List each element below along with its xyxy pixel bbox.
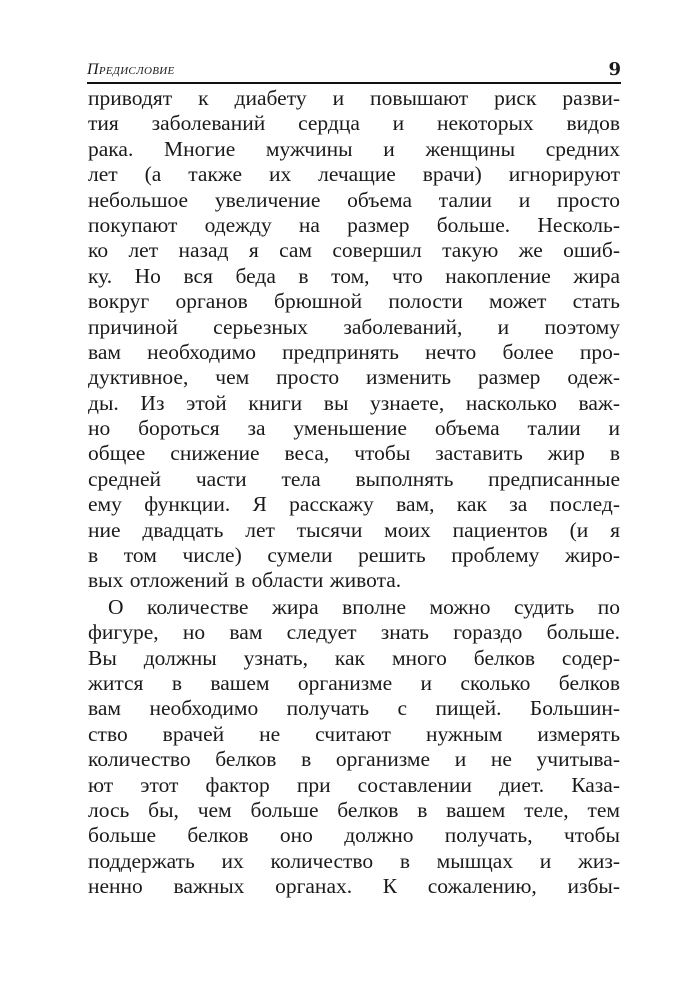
running-header: [87, 56, 621, 84]
text-line: дуктивное, чем просто изменить размер одеж-: [88, 365, 620, 390]
text-line: больше белков оно должно получать, чтобы: [88, 823, 620, 848]
text-line: покупают одежду на размер больше. Несколь-: [88, 212, 620, 237]
text-line: причиной серьезных заболеваний, и поэтому: [88, 314, 620, 339]
text-line: вам необходимо предпринять нечто более про-: [88, 339, 620, 364]
text-line: тия заболеваний сердца и некоторых видов: [88, 111, 620, 136]
running-title: Предисловие: [87, 61, 175, 78]
text-line: в том числе) сумели решить проблему жиро-: [88, 543, 620, 568]
text-line: но бороться за уменьшение объема талии и: [88, 416, 620, 441]
text-line: лось бы, чем больше белков в вашем теле, тем: [88, 797, 620, 822]
text-line: вам необходимо получать с пищей. Большин-: [88, 696, 620, 721]
text-line: ют этот фактор при составлении диет. Каза-: [88, 772, 620, 797]
text-line: рака. Многие мужчины и женщины средних: [88, 136, 620, 161]
text-line: ние двадцать лет тысячи моих пациентов (и я: [88, 517, 620, 542]
paragraph: [88, 595, 620, 900]
text-line: вокруг органов брюшной полости может стать: [88, 289, 620, 314]
text-line: фигуре, но вам следует знать гораздо больше.: [88, 620, 620, 645]
text-line: ему функции. Я расскажу вам, как за послед-: [88, 492, 620, 517]
text-line: ство врачей не считают нужным измерять: [88, 721, 620, 746]
text-line: небольшое увеличение объема талии и просто: [88, 187, 620, 212]
page-body: [88, 86, 620, 900]
text-line: средней части тела выполнять предписанные: [88, 466, 620, 491]
text-line: лет (а также их лечащие врачи) игнорируют: [88, 162, 620, 187]
page-number: 9: [608, 59, 621, 80]
text-line: жится в вашем организме и сколько белков: [88, 670, 620, 695]
text-line: ненно важных органах. К сожалению, избы-: [88, 874, 620, 899]
text-line: приводят к диабету и повышают риск разви-: [88, 86, 620, 110]
text-line: О количестве жира вполне можно судить по: [108, 594, 620, 619]
text-line: ку. Но вся беда в том, что накопление жира: [88, 263, 620, 288]
text-line: ды. Из этой книги вы узнаете, насколько важ-: [88, 390, 620, 415]
text-line: ко лет назад я сам совершил такую же ошиб-: [88, 238, 620, 263]
paragraph: [88, 86, 620, 594]
text-line: общее снижение веса, чтобы заставить жир в: [88, 441, 620, 466]
text-line: поддержать их количество в мышцах и жиз-: [88, 848, 620, 873]
text-line: количество белков в организме и не учитыва-: [88, 747, 620, 772]
text-line: вых отложений в области живота.: [88, 568, 402, 593]
text-line: Вы должны узнать, как много белков содер-: [88, 645, 620, 670]
